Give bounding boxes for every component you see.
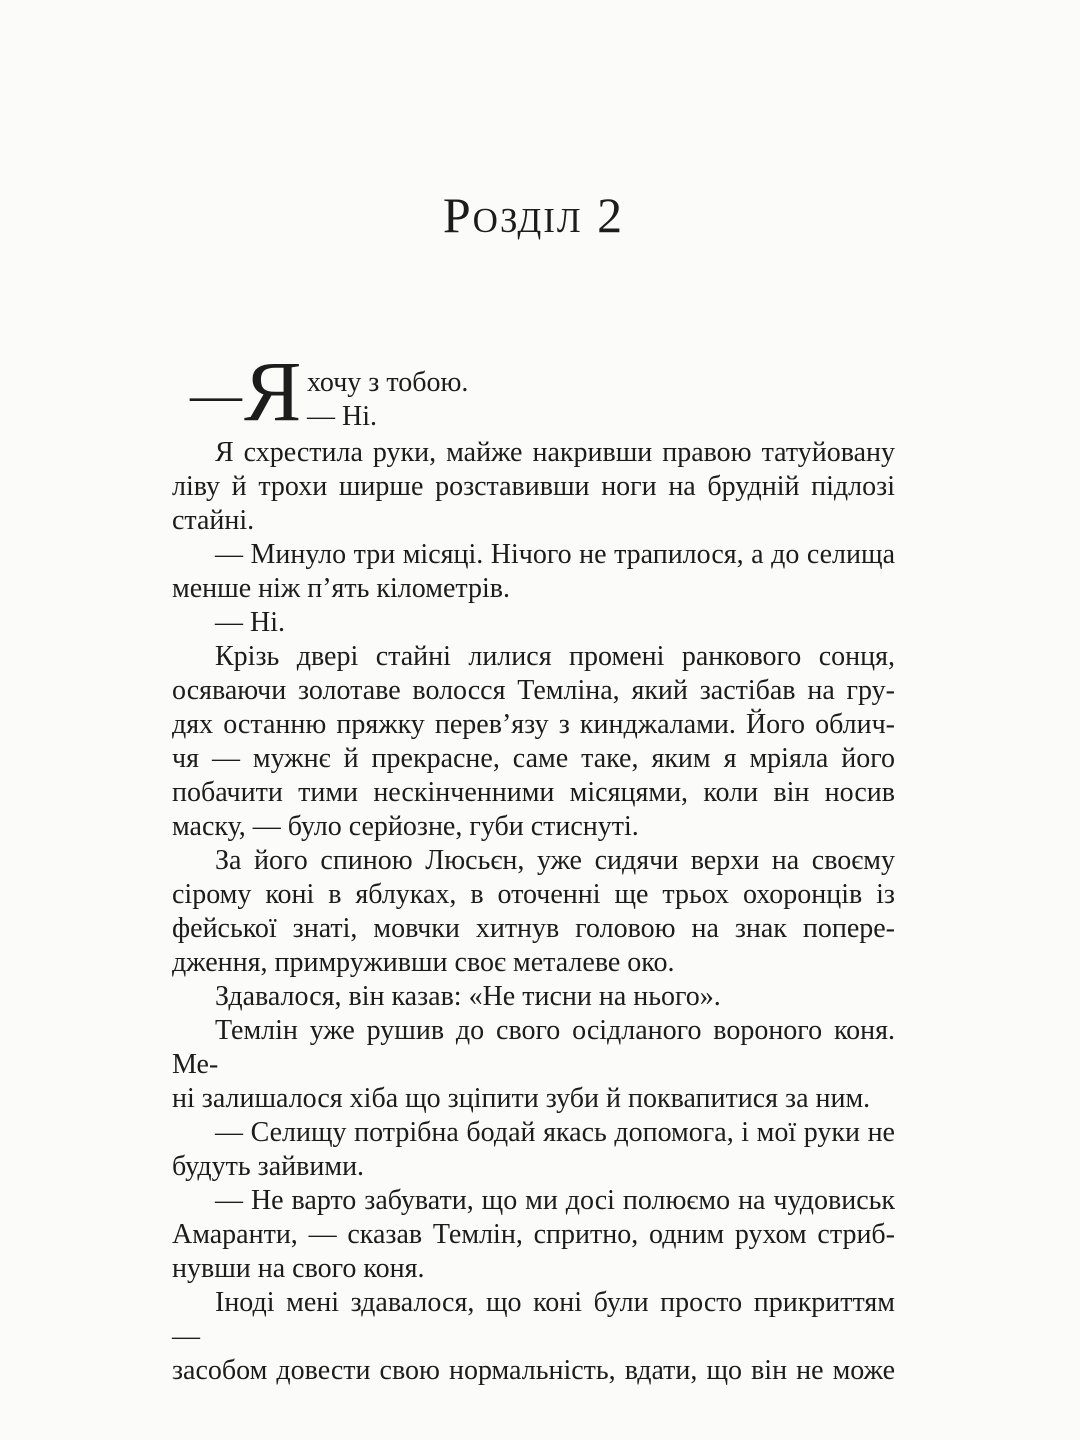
paragraph <box>172 606 895 640</box>
text-line: маску, — було серйозне, губи стиснуті. <box>172 811 639 842</box>
paragraph <box>172 1286 895 1388</box>
chapter-title: Розділ 2 <box>442 187 625 243</box>
paragraph <box>172 1184 895 1286</box>
text-line: хочу з тобою. <box>307 367 469 398</box>
text-line: менше ніж п’ять кілометрів. <box>172 573 510 604</box>
paragraph <box>172 538 895 606</box>
text-column <box>172 343 895 1388</box>
text-line: ні залишалося хіба що зціпити зуби й поквапитися за ним. <box>172 1083 871 1114</box>
text-line: чя — мужнє й прекрасне, саме таке, яким я мріяла його <box>172 743 895 774</box>
paragraph <box>172 1014 895 1116</box>
text-line: нувши на свого коня. <box>172 1253 425 1284</box>
text-line: дження, примруживши своє металеве око. <box>172 947 675 978</box>
text-line: Іноді мені здавалося, що коні були просто прикриттям — <box>172 1287 895 1352</box>
text-line: ліву й трохи ширше розставивши ноги на брудній підлозі <box>172 471 895 502</box>
text-line: Амаранти, — сказав Темлін, спритно, одним рухом стриб- <box>172 1219 895 1250</box>
text-line: — Не варто забувати, що ми досі полюємо на чудовиськ <box>215 1185 895 1216</box>
paragraph <box>172 640 895 844</box>
text-line: дях останню пряжку перев’язу з кинджалами. Його облич- <box>172 709 895 740</box>
text-line: — Минуло три місяці. Нічого не трапилося, а до селища <box>215 539 895 570</box>
text-line: — Ні. <box>307 401 377 432</box>
drop-cap: Я <box>244 343 302 439</box>
paragraph <box>172 844 895 980</box>
opening-paragraph <box>172 343 895 439</box>
text-line: фейської знаті, мовчки хитнув головою на знак попере- <box>172 913 895 944</box>
paragraph <box>172 436 895 538</box>
dialogue-dash: — <box>190 367 242 424</box>
opening-lines <box>307 366 895 434</box>
paragraph <box>172 1116 895 1184</box>
text-line: — Селищу потрібна бодай якась допомога, і мої руки не <box>215 1117 895 1148</box>
text-line: — Ні. <box>215 607 285 638</box>
text-line: засобом довести свою нормальність, вдати, що він не може <box>172 1355 895 1386</box>
text-line: стайні. <box>172 505 255 536</box>
text-line: За його спиною Люсьєн, уже сидячи верхи на своєму <box>215 845 895 876</box>
paragraph <box>172 980 895 1014</box>
text-line: Я схрестила руки, майже накривши правою татуйовану <box>215 437 895 468</box>
text-line: Темлін уже рушив до свого осідланого вороного коня. Ме- <box>172 1015 895 1080</box>
paragraphs <box>172 436 895 1388</box>
text-line: побачити тими нескінченними місяцями, коли він носив <box>172 777 895 808</box>
text-line: сірому коні в яблуках, в оточенні ще трьох охоронців із <box>172 879 895 910</box>
text-line: осяваючи золотаве волосся Темліна, який застібав на гру- <box>172 675 895 706</box>
text-line: Крізь двері стайні лилися промені ранкового сонця, <box>215 641 895 672</box>
text-line: Здавалося, він казав: «Не тисни на нього». <box>215 981 721 1012</box>
text-line: будуть зайвими. <box>172 1151 365 1182</box>
